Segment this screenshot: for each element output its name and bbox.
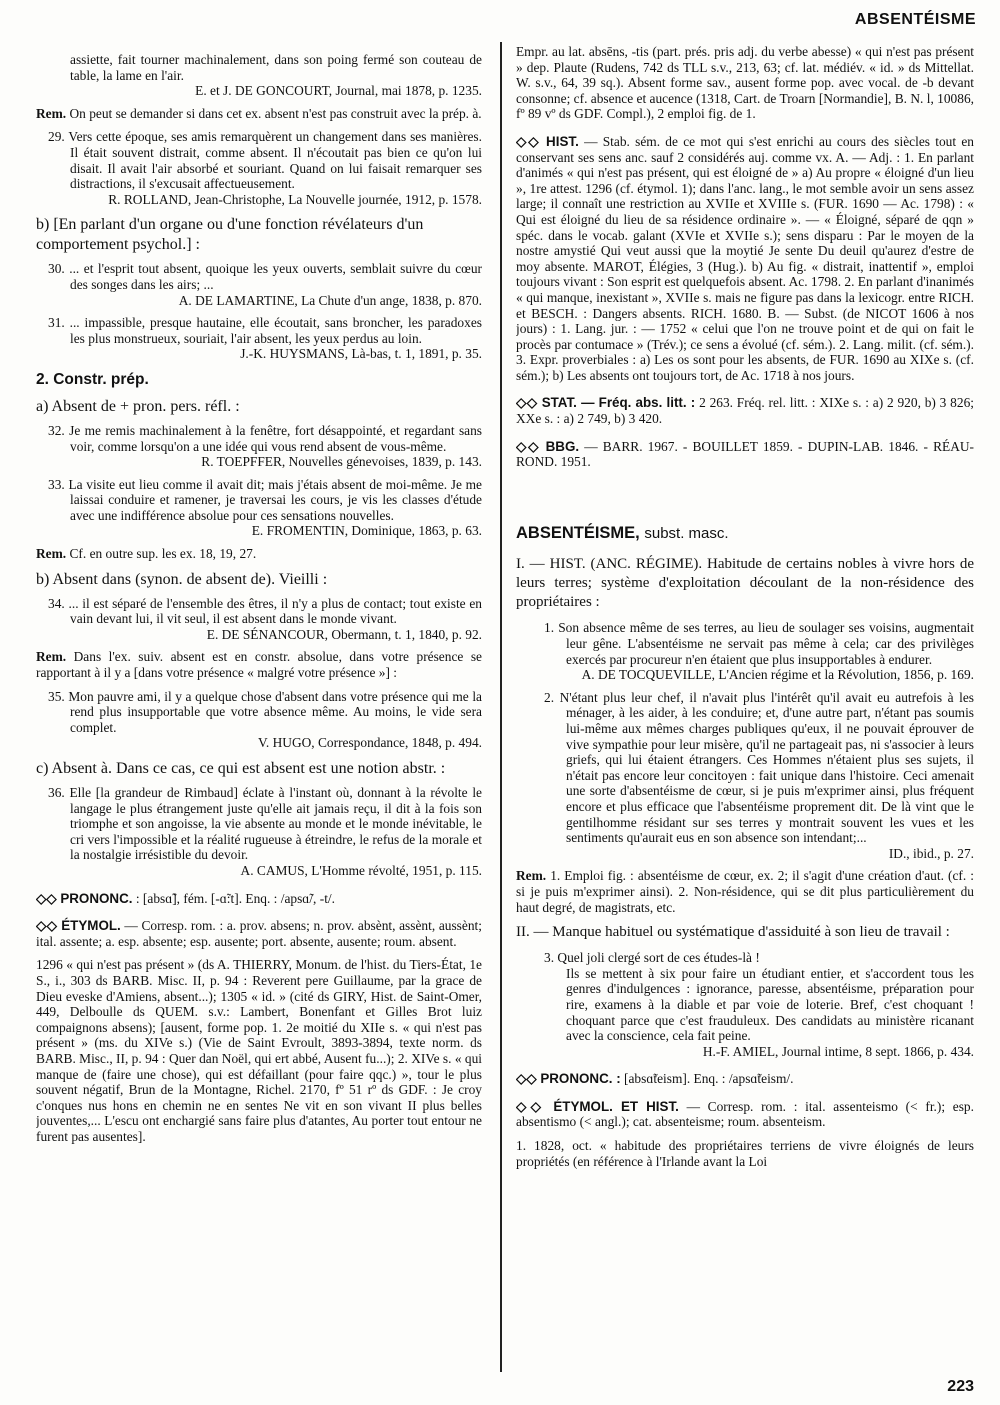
example-text: ... impassible, presque hautaine, elle écoutait, sans broncher, les paradoxes les plus monstrueux, souriait, l'air absent, les yeux perdus au loin.: [69, 315, 482, 346]
example-31: [36, 315, 482, 362]
example-text: Son absence même de ses terres, au lieu de soulager ses voisins, augmentait leur gêne. L'absentéisme ne servait pas même à cela; car des privilèges exercés par procureur n'en étaient que plus insupportables à endurer.: [558, 620, 974, 667]
example-source: E. DE SÉNANCOUR, Obermann, t. 1, 1840, p. 92.: [206, 626, 482, 642]
sense-1-definition: I. — HIST. (ANC. RÉGIME). Habitude de certains nobles à vivre hors de leurs terres; système d'exploitation découlant de la non-résidence des propriétaires :: [516, 556, 974, 611]
example-source: A. CAMUS, L'Homme révolté, 1951, p. 115.: [240, 862, 482, 878]
remark-label: Rem.: [36, 546, 67, 562]
etymology-paragraph: 1296 « qui n'est pas présent » (ds A. THIERRY, Monum. de l'hist. du Tiers-État, 1e S., i., 303 ds BARB. Misc. II, p. 94 : Reverent pere Guillaume, par la grace de Dieu eveske d'Amiens, absent...); 1305 « id. » (cité ds GIRY, Hist. de Saint-Omer, 449, Delboulle ds QUEM. s.v.: Lambert, Bonenfant et Gilles Brot luiz compaignons absens); [ausent, forme pop. 1. 2e moitié du XIIe s. « qui n'est pas présent » (ms. du XIVe s.) (Vie de Saint Evroult, 3893-3894, texte norm. ds BARB. Misc., II, p. 94 : Quer dan Noël, qui ert abbé, Ausent fu...); 2. XIVe s. « qui manque de (faire une chose), qui est défaillant (pour faire qqc.) », tour le plus souvent négatif, Brun de la Montagne, Richel. 2170, fº 51 rº ds GDF. : Je croy c'onques nus hons en chemin ne en sentes Ne vit en son vivant II plus belles jouventes,... L'escu ont enchargié sans faire plus d'atantes, Au porter tout entour ne furent pas ausentes].: [36, 957, 482, 1144]
example-source: A. DE TOCQUEVILLE, L'Ancien régime et la Révolution, 1856, p. 169.: [581, 667, 974, 683]
statistics-block: [516, 395, 974, 426]
example-number: 1.: [544, 620, 555, 636]
remark-label: Rem.: [36, 105, 67, 121]
pronunciation-block: [36, 891, 482, 907]
example-2: [544, 690, 974, 862]
etymology-block: [516, 1099, 974, 1130]
subsection-heading: b) Absent dans (synon. de absent de). Vieilli :: [36, 570, 328, 588]
etymology-text: — Corresp. rom. : a. prov. absens; n. prov. absènt, assènt, aussènt; ital. assente; a. esp. absente; esp. ausente; port. absente, ausente; roum. absent.: [36, 918, 482, 949]
example-number: 29.: [48, 129, 65, 145]
page-number: 223: [947, 1378, 974, 1396]
subsection-heading: a) Absent de + pron. pers. réfl. :: [36, 397, 240, 415]
remark-text: Dans l'ex. suiv. absent est en constr. absolue, dans votre présence se rapportant à il y a [dans votre présence « malgré votre présence »] :: [36, 649, 482, 681]
example-number: 31.: [48, 315, 65, 331]
history-label: ◇◇ HIST.: [516, 133, 579, 149]
example-text: ... il est séparé de l'ensemble des êtres, il n'y a plus de contact; tout existe en vain devant lui, il vit seul, il est absent dans le monde vivant.: [68, 595, 482, 627]
example-text: La visite eut lieu comme il avait dit; mais j'étais absent de moi-même. Je me laissai conduire et ramener, je traversai les cours, je vis les classes d'étude avec une indifférence absolue pour ces sensations nouvelles.: [68, 476, 482, 523]
example-text: ... et l'esprit tout absent, quoique les yeux ouverts, semblait suivre du cœur des songes dans les airs; ...: [69, 261, 482, 292]
statistics-label: ◇◇ STAT. — Fréq. abs. litt. :: [516, 395, 696, 411]
example-source: E. et J. DE GONCOURT, Journal, mai 1878, p. 1235.: [195, 83, 482, 99]
example-30: [36, 261, 482, 308]
example-source: A. DE LAMARTINE, La Chute d'un ange, 1838, p. 870.: [178, 292, 482, 308]
etymology-label: ◇◇ ÉTYMOL. ET HIST.: [516, 1098, 679, 1114]
pronunciation-label: ◇◇ PRONONC.: [36, 890, 133, 906]
remark: [36, 106, 482, 122]
borrowing-paragraph: Empr. au lat. absēns, -tis (part. prés. pris adj. du verbe abesse) « qui n'est pas présent » dep. Plaute (Rudens, 742 ds TLL s.v., 213, 63; cf. lat. médiév. « id. » ds Mittellat. W. s.v., 64, 39 sq.). Absent forme sav., ausent forme pop. avec vocal. de -b devant consonne; cf. absence et aucence (1318, Cart. de Troarn [Normandie], B. N. l, 10086, fº 89 vº ds GDF. Compl.), 2 emploi fig. de 1.: [516, 44, 974, 122]
example-text: Vers cette époque, ses amis remarquèrent un changement dans ses manières. Il était souvent distrait, comme absent. Il n'écoutait pas bien ce qu'on lui disait. Il avait l'air absorbé et souriant. Quand on lui faisait remarquer ses distractions, il s'excusait affectueusement.: [68, 129, 482, 192]
example-1: [544, 620, 974, 682]
example-number: 32.: [48, 422, 65, 438]
headword-text: ABSENTÉISME,: [516, 523, 640, 542]
example-36: [36, 785, 482, 879]
example-number: 30.: [48, 261, 65, 277]
example-32: [36, 423, 482, 470]
example-number: 2.: [544, 689, 555, 705]
example-3: [544, 950, 974, 1059]
left-column: [36, 52, 482, 1372]
example-number: 3.: [544, 950, 555, 966]
example-source: V. HUGO, Correspondance, 1848, p. 494.: [257, 735, 482, 751]
example-text: Mon pauvre ami, il y a quelque chose d'absent dans votre présence qui me la rend plus insupportable que votre absence même. Au moins, le vide sera complet.: [68, 688, 482, 735]
example-text: Je me remis machinalement à la fenêtre, fort désappointé, et regardant sans voir, comme lorsqu'on a une idée qui vous rend absent de vous-même.: [69, 422, 482, 454]
remark: [36, 546, 482, 562]
running-head: ABSENTÉISME: [854, 11, 976, 28]
example-source: R. TOEPFFER, Nouvelles génevoises, 1839, p. 143.: [201, 454, 482, 470]
statistics-text: 2 263. Fréq. rel. litt. : XIXe s. : a) 2 920, b) 3 826; XXe s. : a) 2 749, b) 3 420.: [516, 395, 974, 427]
example-34: [36, 596, 482, 643]
remark-label: Rem.: [36, 649, 67, 665]
example-text: N'étant plus leur chef, il n'avait plus l'intérêt qu'il avait eu autrefois à les ménager, à les aider, à les conduire; et, d'une autre part, n'étant pas soumis lui-même aux mêmes charges publiques qu'eux, il ne pouvait éprouver de vive sympathie pour leur misère, qu'il ne partageait pas, ni s'associer à leurs griefs, qui lui étaient étrangers. Ces Hommes n'étaient plus ses sujets, il n'était pas encore leur concitoyen : fait unique dans l'histoire. Ceci amenait une sorte d'absentéisme de cœur, si je puis m'exprimer ainsi, plus fréquent encore et plus efficace que l'absentéisme proprement dit. De là vint que le gentilhomme résidant sur ses terres y montrait souvent les vues et les sentiments qu'aurait eus en son absence son intendant;...: [559, 689, 974, 846]
etymology-label: ◇◇ ÉTYMOL.: [36, 918, 121, 934]
remark-label: Rem.: [516, 868, 547, 884]
subsection-heading: b) [En parlant d'un organe ou d'une fonction révélateurs d'un comportement psychol.] :: [36, 216, 424, 254]
right-column: [516, 44, 974, 1374]
example-source: E. FROMENTIN, Dominique, 1863, p. 63.: [251, 523, 482, 539]
bibliography-block: [516, 439, 974, 470]
example-source: ID., ibid., p. 27.: [888, 845, 974, 861]
example-text: assiette, fait tourner machinalement, dans son poing fermé son couteau de table, la lame en l'air.: [70, 52, 482, 83]
example-number: 33.: [48, 476, 65, 492]
entry-headword: [516, 523, 974, 542]
example-35: [36, 689, 482, 751]
bibliography-text: — BARR. 1967. - BOUILLET 1859. - DUPIN-LAB. 1846. - RÉAU-ROND. 1951.: [516, 438, 974, 470]
example-text: Ils se mettent à six pour faire un étudiant entier, et s'accordent tous les genres d'indulgences : ignorance, paresse, absentéisme, préparation pour rire, examens à la diable et par voie de loterie. Bref, c'est choquant ! choquant parce que c'est frauduleux. Des candidats au ministère ricanant avec la conscience, cela fait peine.: [566, 965, 974, 1044]
etymology-paragraph: 1. 1828, oct. « habitude des propriétaires terriens de vivre éloignés de leurs propriétés (en référence à l'Irlande avant la Loi: [516, 1138, 974, 1169]
remark-text: On peut se demander si dans cet ex. absent n'est pas construit avec la prép. à.: [69, 105, 482, 121]
remark-text: Cf. en outre sup. les ex. 18, 19, 27.: [69, 546, 257, 562]
example-number: 36.: [48, 785, 65, 800]
example-number: 34.: [48, 595, 65, 611]
remark: [36, 649, 482, 680]
etymology-block: [36, 918, 482, 949]
remark-text: 1. Emploi fig. : absentéisme de cœur, ex. 2; il s'agit d'une création d'aut. (cf. : si je puis m'exprimer ainsi). 2. Non-résidence, qui se dit plus particulièrement du haut degré, de magistrats, etc.: [516, 868, 974, 915]
remark: [516, 868, 974, 915]
history-block: [516, 134, 974, 384]
bibliography-label: ◇◇ BBG.: [516, 438, 580, 454]
example-29: [36, 129, 482, 207]
example-text: Elle [la grandeur de Rimbaud] éclate à l'instant où, donnant à la révolte le langage le plus étrangement juste qu'elle ait jamais reçu, il dit à la fois son triomphe et son angoisse, la vie absente au monde et le monde inévitable, le cri vers l'impossible et la réalité rugueuse à étreindre, le refus de la morale et la nostalgie irrésistible du devoir.: [69, 785, 482, 863]
pronunciation-text: : [absɑ̃], fém. [-ɑ̃:t]. Enq. : /apsɑ̃/, -t/.: [135, 890, 335, 906]
column-divider: [500, 42, 502, 1372]
section-heading: 2. Constr. prép.: [36, 370, 149, 388]
pronunciation-text: [absɑ̃teism]. Enq. : /apsɑ̃teism/.: [624, 1071, 794, 1087]
pronunciation-label: ◇◇ PRONONC. :: [516, 1071, 621, 1087]
example-source: R. ROLLAND, Jean-Christophe, La Nouvelle journée, 1912, p. 1578.: [108, 191, 482, 207]
example-33: [36, 477, 482, 539]
etymology-text: — Corresp. rom. : ital. assenteismo (< fr.); esp. absentismo (< angl.); cat. absenteisme; roum. absenteism.: [516, 1098, 974, 1130]
example-source: J.-K. HUYSMANS, Là-bas, t. 1, 1891, p. 35.: [240, 346, 482, 362]
example-source: H.-F. AMIEL, Journal intime, 8 sept. 1866, p. 434.: [702, 1043, 974, 1059]
headword-grammar: subst. masc.: [644, 524, 729, 542]
history-text: — Stab. sém. de ce mot qui s'est enrichi au cours des siècles tout en conservant ses sens anc. sauf 2 considérés auj. comme vx. A. — Adj. : 1. En parlant d'animés « qui n'est pas présent, qui est éloigné de » a) Au propre « éloigné d'un lieu », 1re attest. 1296 (cf. étymol. 1); dans l'anc. lang., le mot semble avoir un sens assez large; il connaît une restriction au XVIIe et XVIIIe s. (FUR. 1690 — Ac. 1798) : « Qui est éloigné du lieu de sa résidence ordinaire ». — « Éloigné, séparé de qqn » spéc. dans le vocab. galant (XVIe et XVIIe s.); sens disparu : Par le moyen de la nostre amystié Qui veut aussi que la moytié Je sente Du deuil qu'aurez d'estre de moy absente. MAROT, Élégies, 3 (Hug.). b) Au fig. « distrait, inattentif », emploi toujours vivant : Son esprit est quelquefois absent. Ac. 1798. 2. En parlant d'inanimés « qui manque, inexistant », XVIIe s. mais ne figure pas dans la lexicogr. entre RICH. et BESCH. : Dangers absents. RICH. 1680. B. — Subst. (de NICOT 1606 à nos jours) : 1. Lang. jur. : — 1752 « celui que l'on ne trouve point et de qui on fait le procès par contumace » (Trév.); ce sens a évolué (cf. sém.). 2. Lang. milit. (cf. sém.). 3. Expr. proverbiales : a) Les os sont pour les absents, de FUR. 1690 au XIXe s. (cf. sém.); b) Les absents ont toujours tort, de Ac. 1718 à nos jours.: [516, 133, 974, 383]
example-28: [70, 52, 482, 99]
example-lead: Quel joli clergé sort de ces études-là !: [557, 950, 760, 966]
sense-2-definition: II. — Manque habituel ou systématique d'assiduité à son lieu de travail :: [516, 924, 950, 941]
example-number: 35.: [48, 688, 65, 704]
subsection-heading: c) Absent à. Dans ce cas, ce qui est absent est une notion abstr. :: [36, 760, 446, 777]
pronunciation-block: [516, 1071, 974, 1087]
